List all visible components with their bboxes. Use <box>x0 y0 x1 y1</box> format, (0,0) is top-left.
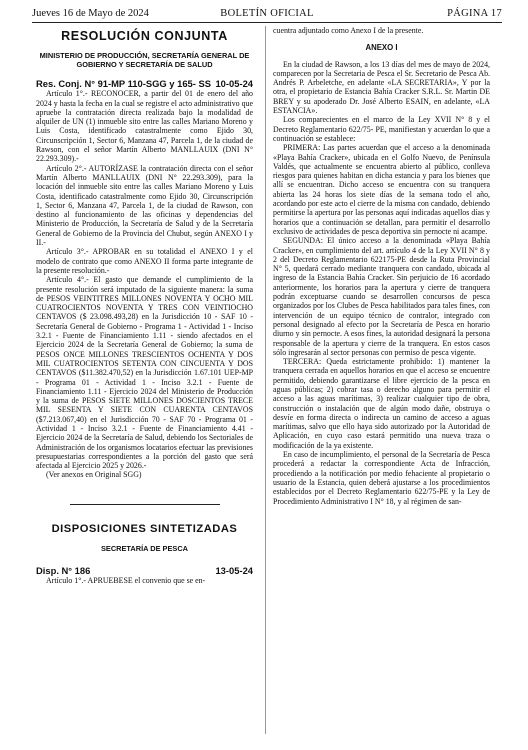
resolution-number: Res. Conj. N° 91-MP 110-SGG y 165- SS <box>36 78 211 90</box>
resolution-heading: RESOLUCIÓN CONJUNTA <box>61 29 228 43</box>
annex-framework: Los comparecientes en el marco de la Ley XVII N° 8 y el Decreto Reglamentario 622/75- PE, manifiestan y acuerdan lo que a continuación se establece: <box>273 115 490 143</box>
disposition-article-1: Artículo 1°.- APRUEBESE el convenio que se en- <box>46 576 206 586</box>
issuing-ministries: MINISTERIO DE PRODUCCIÓN, SECRETARÍA GENERAL DE GOBIERNO Y SECRETARÍA DE SALUD <box>39 51 250 70</box>
annex-intro: En la ciudad de Rawson, a los 13 días del mes de mayo de 2024, comparecen por la Secretaria de Pesca el Sr. Secretario de Pesca Ab. Andrés P. Arbeletche, en adelante «LA SECRETARIA», Y por la otra, el propietario de Estancia Bahía Cracker S.R.L. Sr. Martin DE BREY y su apoderado Dr. José Alberto ESAIN, en adelante, «LA ESTANCIA». <box>273 59 490 116</box>
disposition-number-line <box>36 565 253 576</box>
clause-tercera: TERCERA: Queda estrictamente prohibido: 1) mantener la tranquera cerrada en aquellos horarios en que el acceso se encuentre permitido, debiendo garantizarse el libre ejercicio de la pesca en aguas públicas; 2) cobrar tasa o derecho alguno para permitir el acceso a las aguas marítimas, 3) realizar cualquier tipo de obra, construcción o instalación que de algún modo dañe, obstruya o desvíe en forma directa o indirecta un camino de acceso a aguas marítimas, salvo que ello haya sido autorizado por la Autoridad de Aplicación, en cuyo caso estará permitido una nueva traza o modificación de la ya existente. <box>273 357 490 450</box>
noncompliance-paragraph: En caso de incumplimiento, el personal de la Secretaría de Pesca procederá a redactar la correspondiente Acta de Infracción, procediendo a la notificación por medio fehaciente al propietario o usuario de la Estancia, quien deberá ajustarse a los procedimientos establecidos por el Decreto Reglamentario 622/75-PE y la Ley de Procedimiento Administrativo I N° 18, y al régimen de san- <box>273 450 490 506</box>
resolution-number-line <box>36 78 253 89</box>
page-header <box>32 6 502 22</box>
clause-segunda: SEGUNDA: El único acceso a la denominada «Playa Bahía Cracker», en cumplimiento del art. artículo 4 de la Ley XVII N° 8 y 2 del Decreto Reglamentario 622175-PE desde la Ruta Provincial N° 5, quedará cerrado mediante tranquera con candado, ubicada al ingreso de la Estancia Bahía Cracker. Sin perjuicio de 16 acordado anteriormente, los horarios para la apertura y cierre de tranquera podrán exceptuarse cuando se desarrollen concursos de pesca organizados por los Clubes de Pesca habilitados para tales fines, con intervención de un equipo técnico de contralor, integrado con personal designado al efecto por la Secretaría de Pesca en horario diurno y sin pernocte. A esos fines, la autoridad designará la persona responsable de la apertura y cierre de la tranquera. En estos casos sólo ingresarán al sector personas con permiso de pesca vigente. <box>273 236 490 357</box>
article-3: Artículo 3°.- APROBAR en su totalidad el ANEXO I y el modelo de contrato que como ANEXO II forma parte integrante de la presente resolución.- <box>36 247 253 275</box>
article-4: Artículo 4°.- El gasto que demande el cumplimiento de la presente resolución será imputado de la siguiente manera: la suma de PESOS VEINTITRES MILLONES NOVENTA Y OCHO MIL CUATROCIENTOS NOVENTA Y TRES CON VEINTIOCHO CENTAVOS ($ 23.098.493,28) en la Jurisdicción 10 - SAF 10 - Secretaría General de Gobierno - Programa 1 - Actividad 1 - Inciso 3.2.1 - Fuente de Financiamiento 1.11 - siendo afectados en el Ejercicio 2024 de la Secretaría General de Gobierno; la suma de PESOS ONCE MILLONES TRESCIENTOS OCHENTA Y DOS MIL CUATROCIENTOS SETENTA CON CINCUENTA Y DOS CENTAVOS ($11.382.470,52) en la Jurisdicción 1.67.101 UEP-MP - Programa 01 - Actividad 1 - Inciso 3.2.1 - Fuente de Financiamiento 1.11 - Ejercicio 2024 del Ministerio de Producción y la suma de PESOS SIETE MILLONES DOSCIENTOS TRECE MIL SESENTA Y SIETE CON CUARENTA CENTAVOS ($7.213.067,40) en el Jurisdicción 70 - SAF 70 - Programa 01 - Actividad 1 - Inciso 3.2.1 - Fuente de Financiamiento 4.41 - Ejercicio 2024 de la Secretaría de Salud, debiendo los Sectoriales de Administración de los organismos locatarios efectuar las previsiones presupuestarias correspondientes a la porción del gasto que será afectada al Ejercicio 2025 y 2026.- <box>36 275 253 471</box>
issue-date: Jueves 16 de Mayo de 2024 <box>32 8 149 19</box>
continuation-text: cuentra adjuntado como Anexo I de la presente. <box>273 26 424 35</box>
publication-name: BOLETÍN OFICIAL <box>220 8 314 19</box>
resolution-date: 10-05-24 <box>215 78 253 90</box>
clause-primera: PRIMERA: Las partes acuerdan que el acceso a la denominada «Playa Bahía Cracker», ubicada en el Golfo Nuevo, de Península Valdés, que actualmente se encuentra abierto al público, conlleva riesgos para quienes habitan en dicha estancia y para los bienes que allí se encuentran. Dicho acceso se encuentra con su tranquera abierta las 24 horas los siete días de la semana todo el año, acordando por este acto el cierre de la misma con candado, debiendo permitirse la apertura por las personas aquí indicadas aquellos días y horarios que a continuación se detallan, para permitir el desarrollo exclusivo de actividades de pesca deportiva sin pernocte ni acampe. <box>273 143 490 236</box>
annex-note: (Ver anexos en Original SGG) <box>46 470 142 480</box>
column-divider <box>265 26 266 734</box>
subsection-heading: SECRETARÍA DE PESCA <box>100 544 189 554</box>
left-column <box>36 26 253 586</box>
annex-heading: ANEXO I <box>365 43 398 53</box>
header-rule <box>32 22 502 23</box>
page-number: PÁGINA 17 <box>447 8 502 19</box>
disposition-number: Disp. N° 186 <box>36 565 91 577</box>
right-column <box>273 26 490 506</box>
disposition-date: 13-05-24 <box>215 565 253 577</box>
article-1: Artículo 1°.- RECONOCER, a partir del 01 de enero del año 2024 y hasta la fecha en la cual se registre el acto administrativo que apruebe la contratación directa realizada bajo la modalidad de alquiler de UN (1) inmueble sito entre las calles Mariano Moreno y Luis Costa, identificado catastralmente como Ejido 30, Circunscripción 1, Sector 6, Manzana 47, Parcela 1, de la ciudad de Rawson, con el señor Martín Alberto MANLLAUIX (DNI N° 22.293.309).- <box>36 89 253 164</box>
section-heading: DISPOSICIONES SINTETIZADAS <box>51 522 238 535</box>
article-2: Artículo 2°.- AUTORÍZASE la contratación directa con el señor Martín Alberto MANLLAUIX (DNI N° 22.293.309), para la locación del inmueble sito entre las calles Mariano Moreno y Luis Costa, identificado catastralmente como Ejido 30, Circunscripción 1, Sector 6, Manzana 47, Parcela 1, de la ciudad de Rawson, con destino al funcionamiento de las oficinas y dependencias del Ministerio de Producción, la Secretaría de Salud y de la Secretaría General de Gobierno de la Provincia del Chubut, según ANEXO I y II.- <box>36 163 253 248</box>
section-divider <box>70 504 220 505</box>
